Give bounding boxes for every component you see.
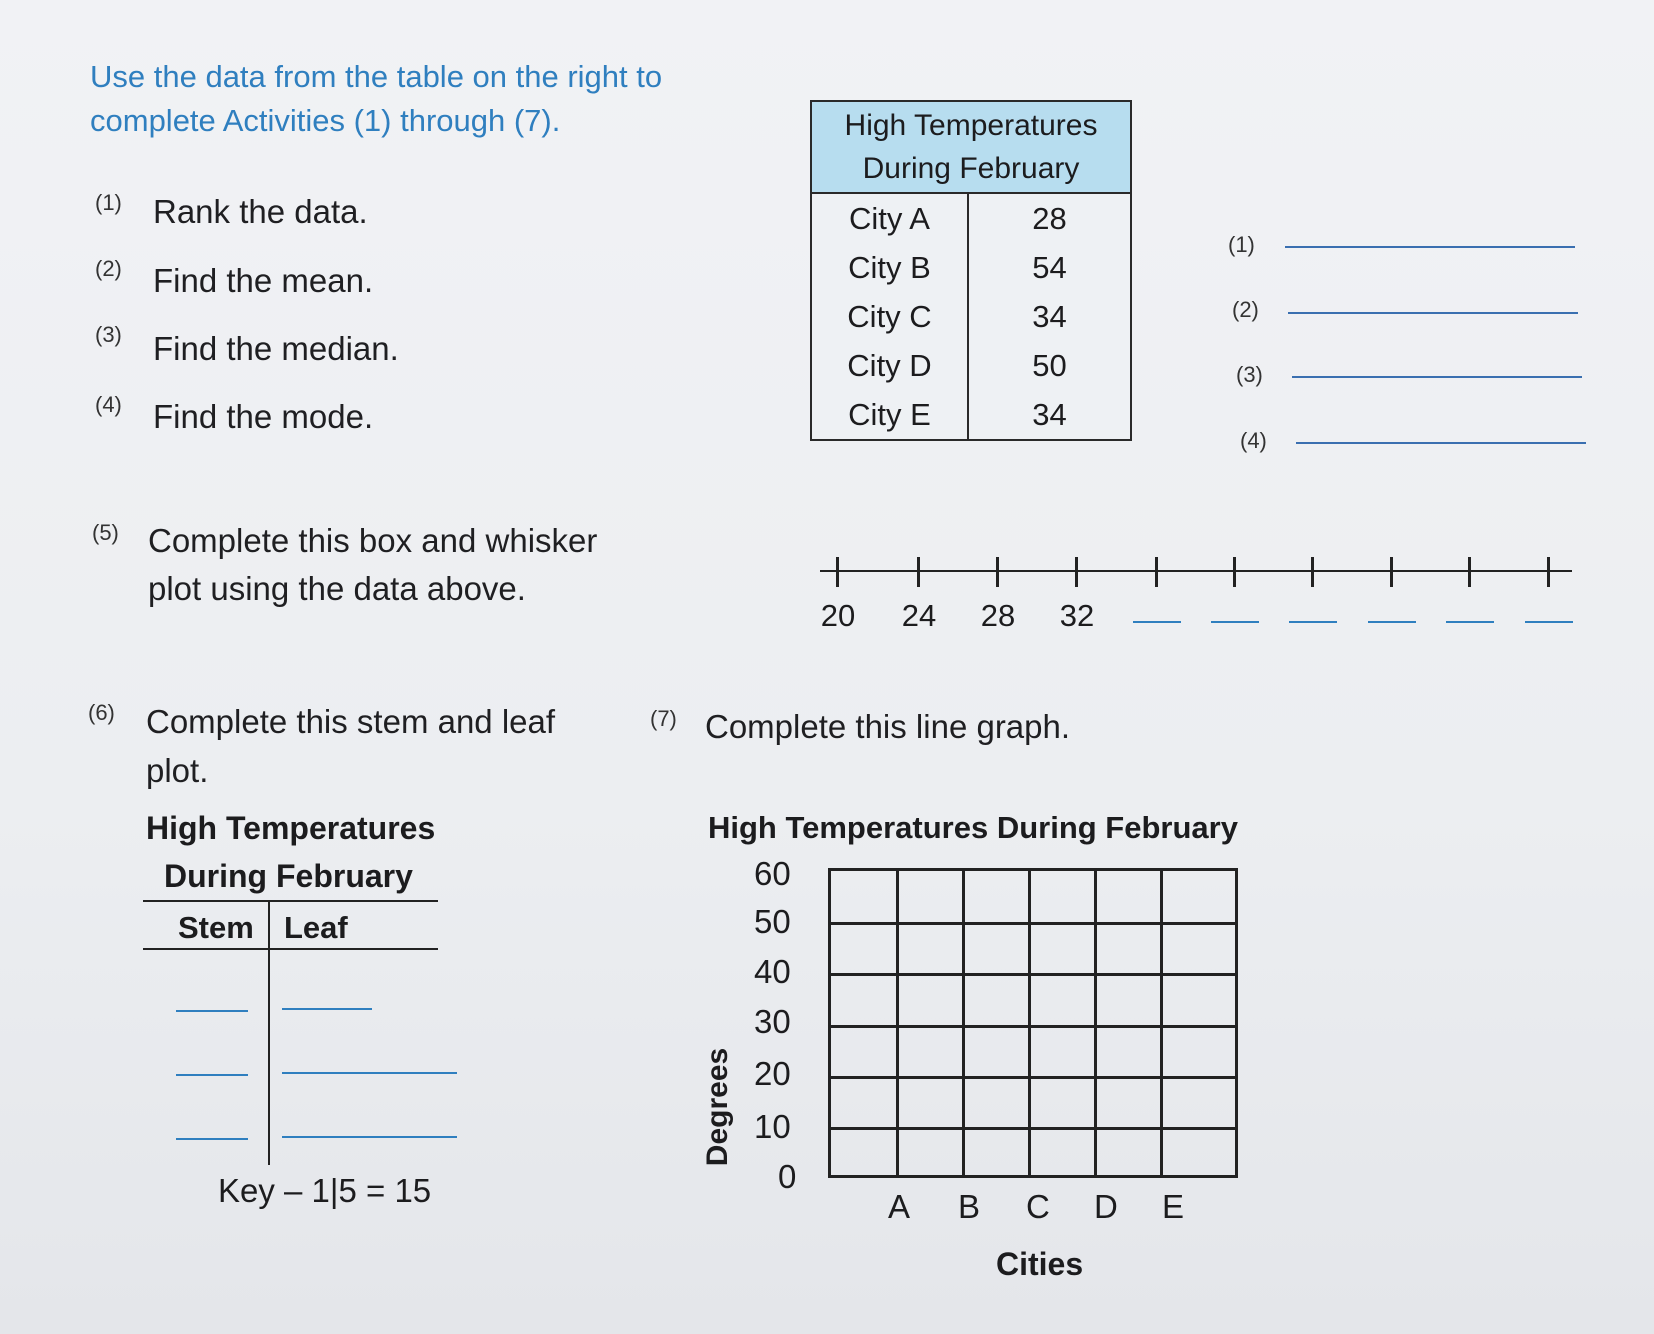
grid-line	[831, 1076, 1235, 1079]
stem-leaf-title-line2: During February	[164, 858, 413, 894]
grid-line	[831, 1025, 1235, 1028]
answer-2-label: (2)	[1232, 297, 1259, 322]
instructions: Use the data from the table on the right to complete Activities (1) through (7).	[90, 59, 663, 138]
activity-7-text: Complete this line graph.	[705, 708, 1071, 745]
activity-1-text: Rank the data.	[153, 193, 368, 230]
tick	[917, 557, 920, 587]
table-title-line2: During February	[862, 152, 1080, 185]
number-line-blank[interactable]	[1211, 621, 1259, 623]
answer-2-line[interactable]	[1288, 312, 1578, 314]
tick	[1311, 557, 1314, 587]
number-line-label: 20	[820, 598, 856, 633]
table-row	[812, 243, 1130, 292]
stem-leaf-key: Key – 1|5 = 15	[218, 1172, 432, 1209]
answer-3-line[interactable]	[1292, 376, 1582, 378]
tick	[836, 557, 839, 587]
temp-cell: 50	[1032, 347, 1067, 383]
tick	[1233, 557, 1236, 587]
activity-5-line2: plot using the data above.	[148, 570, 526, 607]
stem-blank[interactable]	[176, 1010, 248, 1012]
activity-4-number: (4)	[95, 392, 122, 417]
number-line-label: 28	[980, 598, 1016, 633]
stem-leaf-divider	[143, 900, 438, 902]
tick	[1468, 557, 1471, 587]
answer-1-line[interactable]	[1285, 246, 1575, 248]
activity-6-number: (6)	[88, 700, 115, 725]
x-tick-label: A	[888, 1188, 911, 1225]
city-cell: City A	[812, 194, 969, 243]
tick	[1390, 557, 1393, 587]
stem-leaf-vertical-rule	[268, 900, 270, 1165]
tick	[1075, 557, 1078, 587]
answer-3-label: (3)	[1236, 362, 1263, 387]
activity-6-line2: plot.	[146, 752, 209, 789]
leaf-blank[interactable]	[282, 1072, 457, 1074]
table-row	[812, 194, 1130, 243]
grid-line	[831, 922, 1235, 925]
activity-4-text: Find the mode.	[153, 398, 374, 435]
answer-4-line[interactable]	[1296, 442, 1586, 444]
number-line	[820, 570, 1572, 633]
activity-7-number: (7)	[650, 706, 677, 731]
temp-cell: 34	[1032, 298, 1067, 334]
city-cell: City C	[812, 292, 969, 341]
temperature-table	[810, 100, 1132, 441]
stem-leaf-header-rule	[143, 948, 438, 950]
answer-4-label: (4)	[1240, 428, 1267, 453]
x-tick-label: D	[1094, 1188, 1118, 1225]
y-tick-label: 50	[754, 903, 791, 940]
x-tick-label: E	[1162, 1188, 1185, 1225]
number-line-blank[interactable]	[1133, 621, 1181, 623]
x-axis-label: Cities	[996, 1246, 1084, 1282]
y-tick-label: 0	[778, 1158, 797, 1195]
city-cell: City B	[812, 243, 969, 292]
chart-title: High Temperatures During February	[708, 810, 1238, 845]
stem-header: Stem	[178, 910, 254, 945]
table-row	[812, 292, 1130, 341]
activity-2-text: Find the mean.	[153, 262, 374, 299]
tick	[1547, 557, 1550, 587]
number-line-blank[interactable]	[1289, 621, 1337, 623]
y-tick-label: 20	[754, 1055, 791, 1092]
grid-line	[831, 973, 1235, 976]
tick	[996, 557, 999, 587]
activity-2-number: (2)	[95, 256, 122, 281]
temp-cell: 28	[1032, 200, 1067, 236]
city-cell: City D	[812, 341, 969, 390]
activity-6-line1: Complete this stem and leaf	[146, 703, 556, 740]
number-line-blank[interactable]	[1525, 621, 1573, 623]
number-line-blank[interactable]	[1446, 621, 1494, 623]
tick	[1155, 557, 1158, 587]
stem-leaf-title-line1: High Temperatures	[146, 810, 436, 846]
y-tick-label: 40	[754, 953, 791, 990]
activity-3-text: Find the median.	[153, 330, 399, 367]
answer-1-label: (1)	[1228, 232, 1255, 257]
y-tick-label: 30	[754, 1003, 791, 1040]
y-tick-label: 60	[754, 855, 791, 892]
activity-1-number: (1)	[95, 190, 122, 215]
y-tick-label: 10	[754, 1108, 791, 1145]
number-line-label: 32	[1059, 598, 1095, 633]
table-title-line1: High Temperatures	[844, 109, 1098, 142]
leaf-blank[interactable]	[282, 1008, 372, 1010]
table-header	[812, 102, 1130, 194]
grid-line	[831, 1127, 1235, 1130]
stem-blank[interactable]	[176, 1138, 248, 1140]
temp-cell: 34	[1032, 396, 1067, 432]
x-tick-label: B	[958, 1188, 981, 1225]
stem-blank[interactable]	[176, 1074, 248, 1076]
y-axis-label: Degrees	[701, 1047, 734, 1167]
activity-5-line1: Complete this box and whisker	[148, 522, 598, 559]
number-line-blank[interactable]	[1368, 621, 1416, 623]
x-tick-label: C	[1026, 1188, 1050, 1225]
city-cell: City E	[812, 390, 969, 439]
leaf-header: Leaf	[284, 910, 348, 945]
temp-cell: 54	[1032, 249, 1067, 285]
table-row	[812, 341, 1130, 390]
table-row	[812, 390, 1130, 439]
line-graph-grid[interactable]	[828, 868, 1238, 1178]
activity-5-number: (5)	[92, 520, 119, 545]
leaf-blank[interactable]	[282, 1136, 457, 1138]
number-line-label: 24	[901, 598, 937, 633]
activity-3-number: (3)	[95, 322, 122, 347]
